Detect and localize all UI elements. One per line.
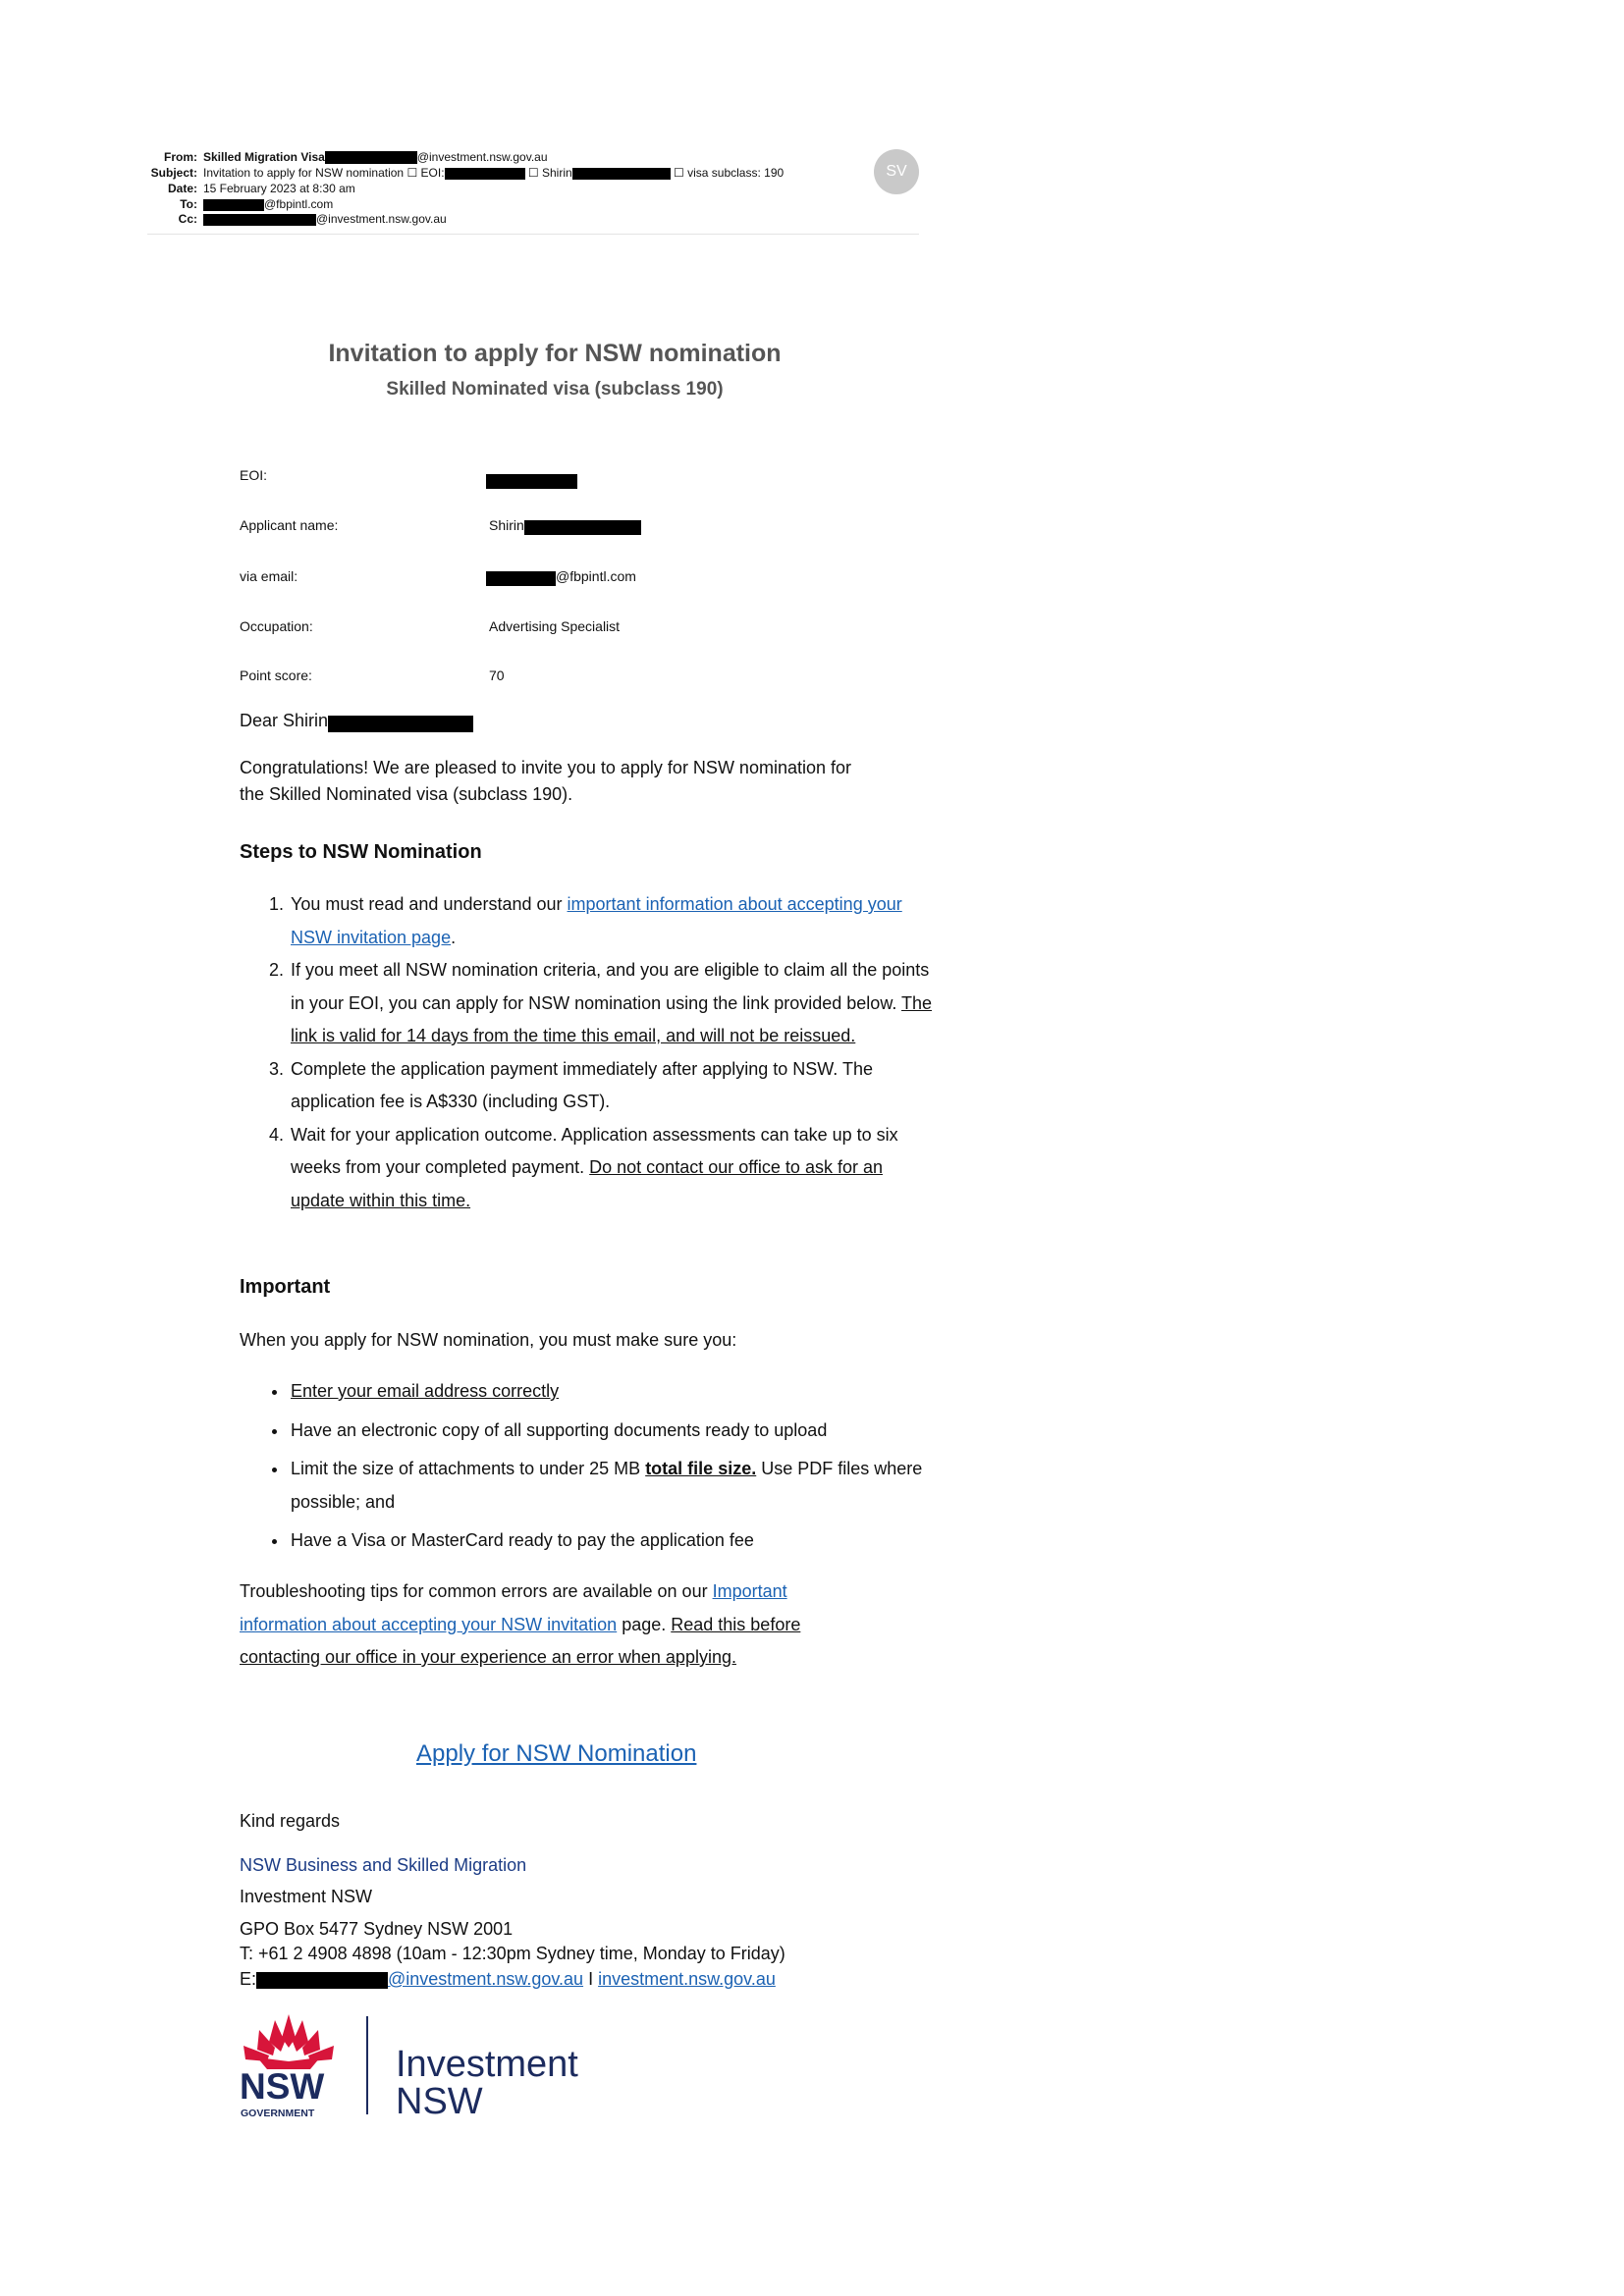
important-heading: Important [240, 1276, 331, 1298]
bullet2: Have an electronic copy of all supporting documents ready to upload [291, 1419, 828, 1440]
date-label: Date: [167, 182, 197, 195]
applicant-first-name: Shirin [489, 517, 524, 533]
date-value: 15 February 2023 at 8:30 am [203, 182, 355, 195]
occupation-label: Occupation: [240, 618, 313, 634]
step3-text: Complete the application payment immediately after applying to NSW. The application fee is A$330 (including GST). [291, 1058, 873, 1111]
subject-label: Subject: [150, 166, 197, 180]
eoi-value [486, 471, 577, 489]
website-link[interactable]: investment.nsw.gov.au [598, 1969, 776, 1989]
signature-address: GPO Box 5477 Sydney NSW 2001 [240, 1919, 514, 1939]
cc-domain: @investment.nsw.gov.au [316, 212, 447, 226]
subject-suffix: ☐ visa subclass: 190 [674, 166, 785, 180]
to-domain: @fbpintl.com [264, 197, 334, 211]
apply-nomination-link[interactable]: Apply for NSW Nomination [416, 1740, 697, 1767]
subject-prefix: Invitation to apply for NSW nomination [203, 166, 405, 180]
intro-paragraph: Congratulations! We are pleased to invite you to apply for NSW nomination for the Skilled Nominated visa (subclass 190). [240, 758, 851, 804]
redaction [203, 214, 316, 226]
redaction [325, 151, 417, 164]
header-cc [147, 212, 447, 227]
page-subtitle: Skilled Nominated visa (subclass 190) [386, 379, 724, 400]
kind-regards: Kind regards [240, 1811, 341, 1831]
email-prefix: E: [240, 1969, 257, 1989]
email-value [486, 567, 636, 586]
email-domain: @fbpintl.com [556, 568, 636, 584]
sender-avatar[interactable]: SV [874, 149, 919, 194]
list-item [289, 1119, 937, 1218]
bullet3-bold: total file size. [645, 1459, 757, 1478]
from-name: Skilled Migration Visa [203, 150, 325, 164]
important-list [240, 1375, 937, 1564]
logo-nsw-text: NSW [240, 2066, 325, 2107]
trouble-text: Troubleshooting tips for common errors are available on our [240, 1581, 713, 1601]
signature-org: Investment NSW [240, 1887, 373, 1906]
points-value: 70 [489, 667, 505, 683]
signature-department: NSW Business and Skilled Migration [240, 1855, 527, 1875]
logo-nsw2-text: NSW [396, 2081, 483, 2122]
redaction [524, 520, 641, 535]
signature-email [240, 1967, 776, 1991]
header-to [147, 197, 333, 212]
redaction [203, 199, 264, 211]
header-from [147, 150, 548, 165]
occupation-value: Advertising Specialist [489, 618, 621, 634]
trouble-underline: Read this before contacting our office in your experience an error when applying. [240, 1614, 801, 1667]
greeting [240, 708, 878, 734]
list-item [289, 1375, 937, 1409]
email-label: via email: [240, 568, 298, 584]
to-label: To: [180, 197, 197, 211]
bullet1: Enter your email address correctly [291, 1381, 560, 1401]
separator: I [583, 1969, 599, 1989]
list-item [289, 954, 937, 1053]
investment-nsw-logo [240, 2012, 613, 2120]
from-label: From: [164, 150, 197, 164]
eoi-label: EOI: [240, 467, 268, 483]
list-item [289, 1415, 937, 1448]
list-item [289, 1053, 937, 1119]
applicant-value [489, 516, 641, 535]
cc-label: Cc: [178, 212, 197, 226]
steps-heading: Steps to NSW Nomination [240, 841, 482, 863]
points-label: Point score: [240, 667, 312, 683]
subject-eoi: ☐ EOI: [406, 166, 445, 180]
list-item [289, 888, 937, 954]
header-subject [147, 166, 784, 181]
important-info-link[interactable]: important information about accepting your NSW invitation page [291, 894, 902, 947]
step4-underline: Do not contact our office to ask for an update within this time. [291, 1157, 883, 1210]
logo-investment-text: Investment [396, 2044, 578, 2085]
header-date [147, 182, 355, 196]
page-title: Invitation to apply for NSW nomination [328, 340, 782, 367]
subject-name: ☐ Shirin [527, 166, 572, 180]
list-item [289, 1524, 937, 1558]
from-domain: @investment.nsw.gov.au [416, 150, 548, 164]
steps-list [240, 888, 937, 1217]
bullet3-text-end: Use PDF files where possible; and [291, 1459, 923, 1512]
troubleshooting-paragraph [240, 1575, 858, 1675]
list-item [289, 1453, 937, 1519]
waratah-icon [240, 2012, 348, 2120]
important-info-link-2[interactable]: Important information about accepting your NSW invitation [240, 1581, 787, 1634]
bullet3-text: Limit the size of attachments to under 25 MB [291, 1459, 646, 1478]
redaction [572, 168, 671, 180]
bullet4: Have a Visa or MasterCard ready to pay the application fee [291, 1530, 754, 1550]
redaction [328, 716, 473, 732]
redaction [445, 168, 525, 180]
greeting-text: Dear Shirin [240, 711, 329, 730]
redaction [256, 1972, 388, 1989]
important-intro: When you apply for NSW nomination, you must make sure you: [240, 1330, 737, 1350]
logo-divider [366, 2016, 368, 2114]
step1-text: You must read and understand our [291, 894, 568, 914]
step2-underline: The link is valid for 14 days from the time this email, and will not be reissued. [291, 992, 933, 1045]
header-divider [147, 234, 919, 235]
logo-government-text: GOVERNMENT [241, 2108, 315, 2119]
signature-email-link[interactable]: @investment.nsw.gov.au [388, 1969, 584, 1989]
redaction [486, 571, 556, 586]
redaction [486, 474, 577, 489]
step1-end: . [451, 927, 457, 947]
signature-phone: T: +61 2 4908 4898 (10am - 12:30pm Sydney time, Monday to Friday) [240, 1944, 785, 1963]
applicant-label: Applicant name: [240, 517, 339, 533]
step4-text: Wait for your application outcome. Application assessments can take up to six weeks from your completed payment. [291, 1124, 898, 1177]
step2-text: If you meet all NSW nomination criteria, and you are eligible to claim all the points in your EOI, you can apply for NSW nomination using the link provided below. [291, 960, 930, 1013]
trouble-text-mid: page. [617, 1614, 672, 1634]
